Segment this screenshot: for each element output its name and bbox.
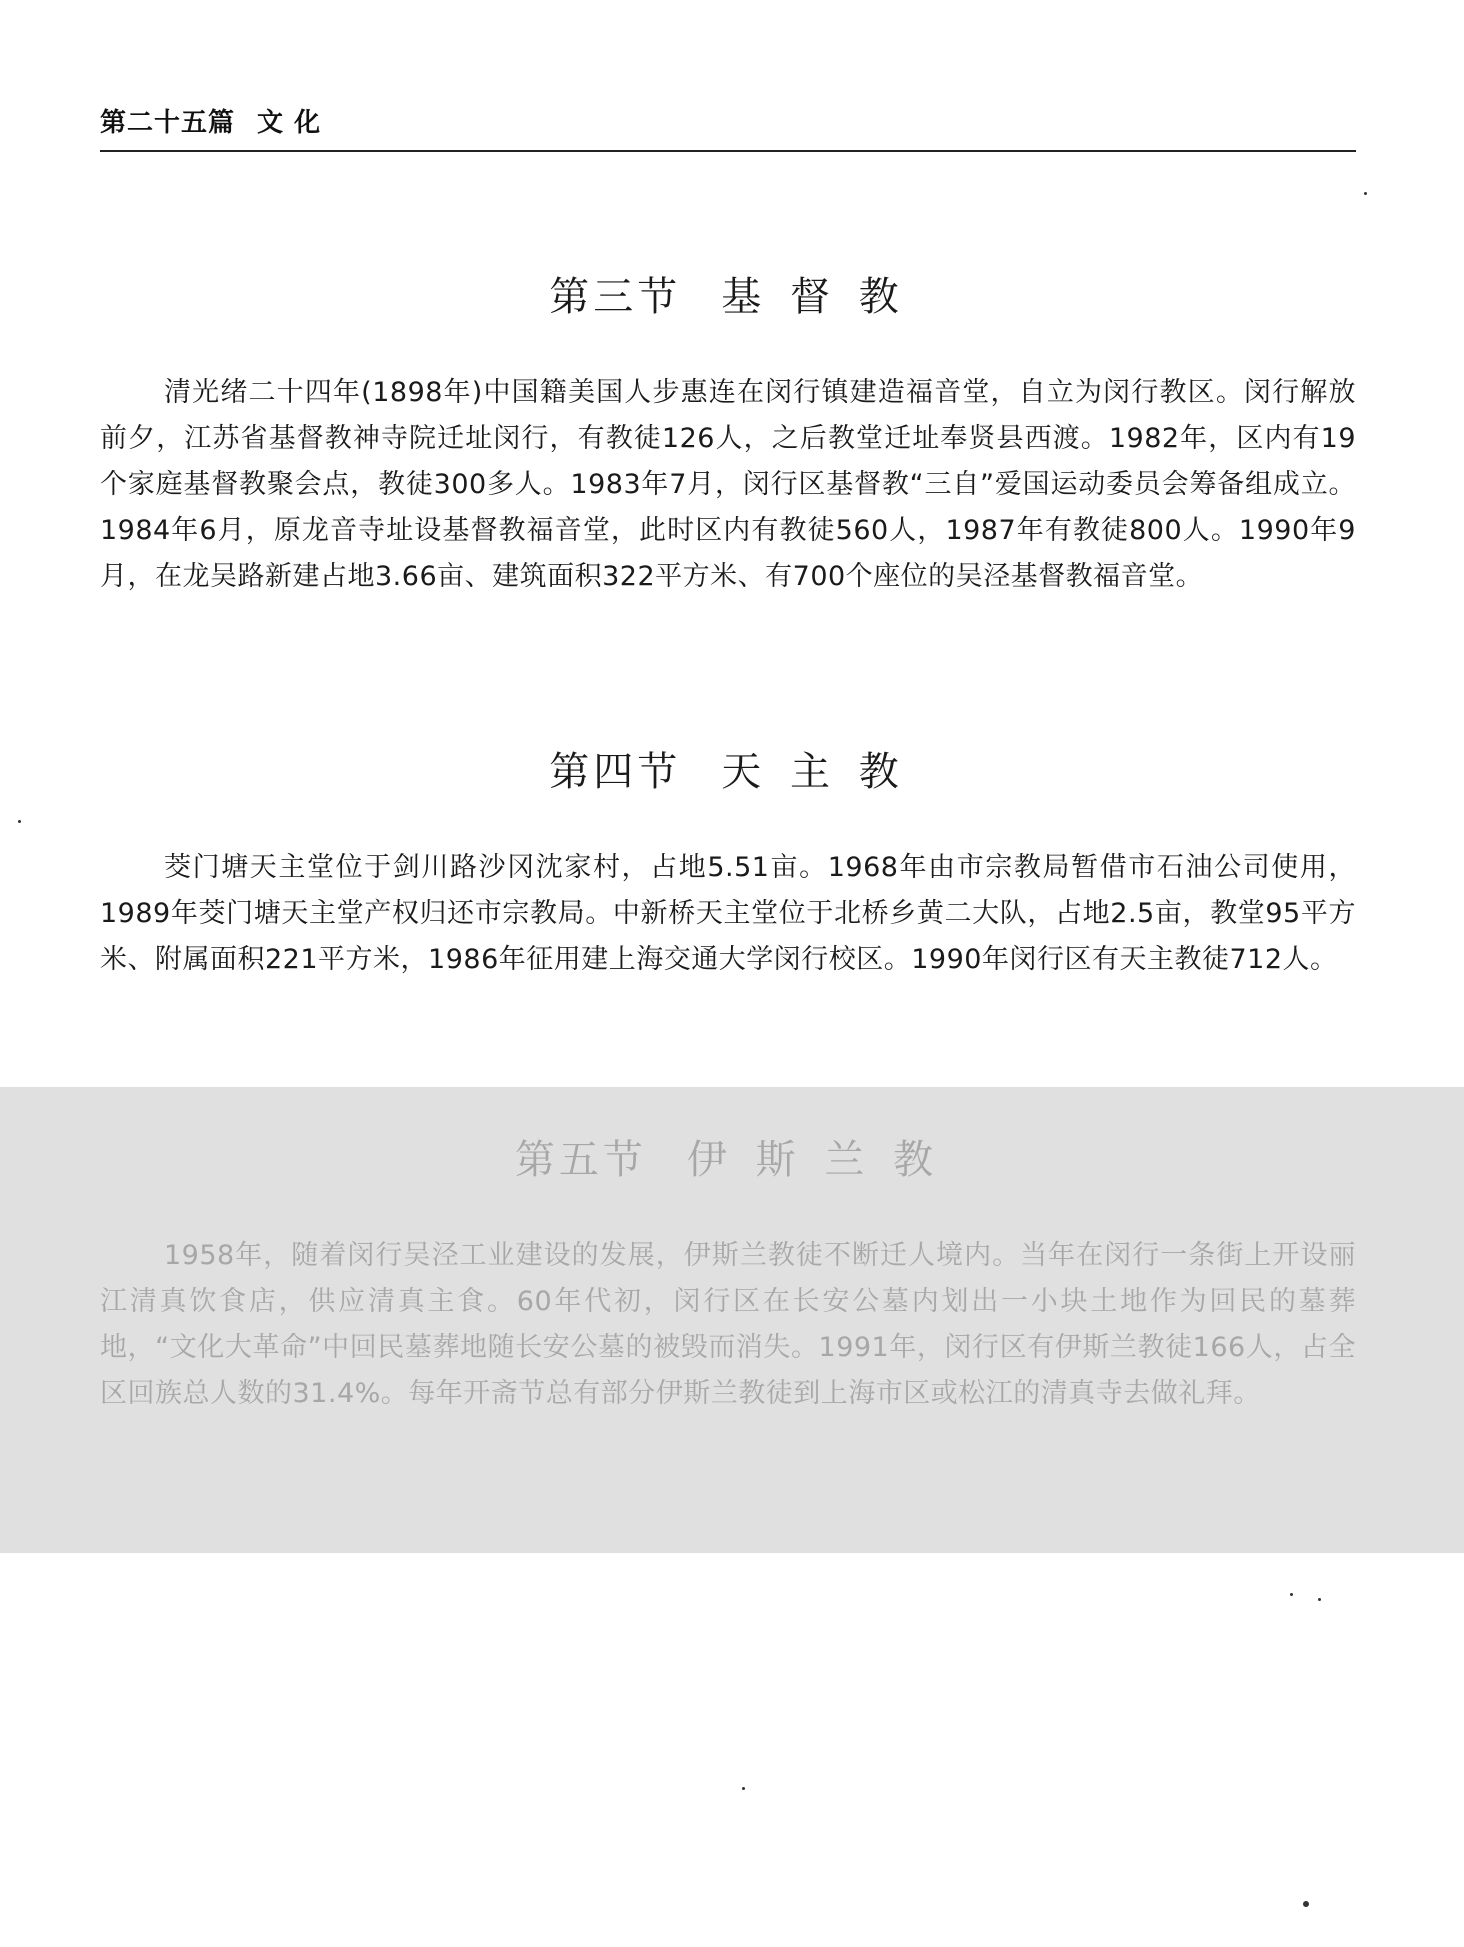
scan-speck: [1364, 192, 1367, 195]
section-title: [100, 272, 1356, 322]
section-paragraph: 1958年，随着闵行吴泾工业建设的发展，伊斯兰教徒不断迁人境内。当年在闵行一条街上开设丽江清真饮食店，供应清真主食。60年代初，闵行区在长安公墓内划出一小块土地作为回民的墓葬地，“文化大革命”中回民墓葬地随长安公墓的被毁而消失。1991年，闵行区有伊斯兰教徒166人，占全区回族总人数的31.4%。每年开斋节总有部分伊斯兰教徒到上海市区或松江的清真寺去做礼拜。: [100, 1240, 1356, 1409]
section-heading: 伊 斯 兰 教: [686, 1137, 942, 1183]
chapter-label: 第二十五篇: [100, 108, 236, 138]
section-islam: [100, 1135, 1356, 1417]
section-paragraph: 茭门塘天主堂位于剑川路沙冈沈家村，占地5.51亩。1968年由市宗教局暂借市石油公司使用，1989年茭门塘天主堂产权归还市宗教局。中新桥天主堂位于北桥乡黄二大队，占地2.5亩，教堂95平方米、附属面积221平方米，1986年征用建上海交通大学闵行校区。1990年闵行区有天主教徒712人。: [100, 852, 1356, 975]
section-number: 第五节: [514, 1137, 647, 1183]
section-title: [100, 1135, 1356, 1185]
section-heading: 天 主 教: [721, 749, 907, 795]
scan-speck: [1290, 1593, 1293, 1596]
scan-speck: [1318, 1598, 1321, 1601]
chapter-topic: 文 化: [257, 108, 322, 138]
header-divider: [100, 150, 1356, 152]
section-number: 第三节: [549, 274, 682, 320]
section-number: 第四节: [549, 749, 682, 795]
scan-speck: [1303, 1901, 1309, 1907]
section-catholicism: [100, 747, 1356, 983]
scan-speck: [742, 1787, 745, 1790]
scan-speck: [18, 820, 21, 823]
section-title: [100, 747, 1356, 797]
section-heading: 基 督 教: [721, 274, 907, 320]
section-paragraph: 清光绪二十四年(1898年)中国籍美国人步惠连在闵行镇建造福音堂，自立为闵行教区。闵行解放前夕，江苏省基督教神寺院迁址闵行，有教徒126人，之后教堂迁址奉贤县西渡。1982年，区内有19个家庭基督教聚会点，教徒300多人。1983年7月，闵行区基督教“三自”爱国运动委员会筹备组成立。1984年6月，原龙音寺址设基督教福音堂，此时区内有教徒560人，1987年有教徒800人。1990年9月，在龙吴路新建占地3.66亩、建筑面积322平方米、有700个座位的吴泾基督教福音堂。: [100, 377, 1356, 592]
running-header: [100, 102, 321, 139]
section-christianity: [100, 272, 1356, 600]
